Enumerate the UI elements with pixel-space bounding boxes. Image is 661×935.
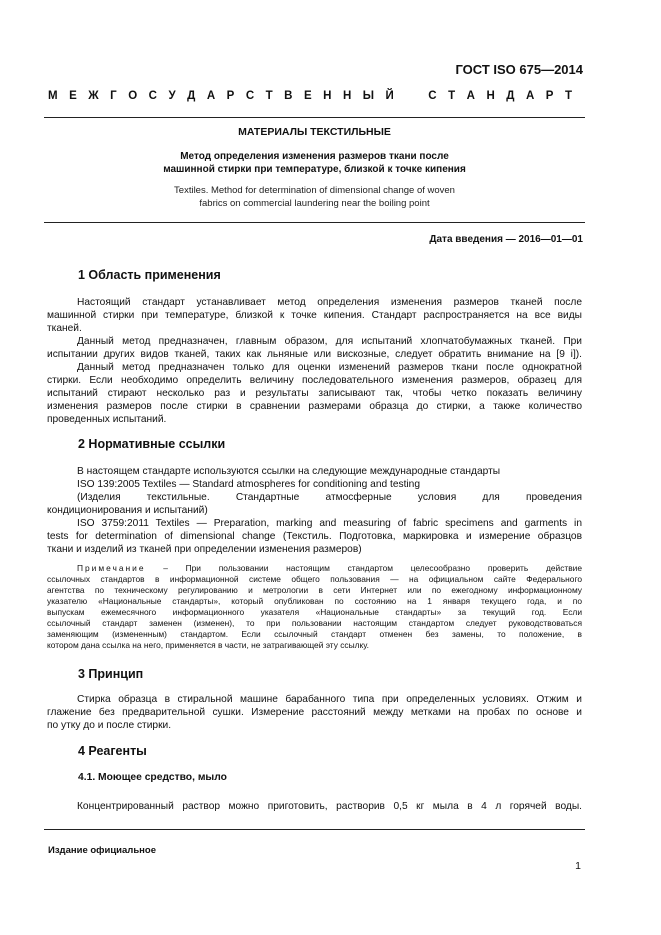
body-line: Концентрированный раствор можно приготовить, растворив 0,5 кг мыла в 4 л горячей воды. xyxy=(77,801,582,812)
body-line: Данный метод предназначен, главным образом, для испытаний хлопчатобумажных тканей. При xyxy=(77,336,582,347)
introduction-date: Дата введения — 2016—01—01 xyxy=(429,234,583,245)
section-2-note xyxy=(47,563,583,651)
banner-letter: С xyxy=(148,90,157,102)
banner-letter: Ж xyxy=(88,90,99,102)
section-4-heading: 4 Реагенты xyxy=(78,744,147,758)
banner-letter: С xyxy=(428,90,437,102)
banner-letter: В xyxy=(284,90,293,102)
body-line: кондиционирования и испытаний) xyxy=(47,505,208,516)
banner-letter: Д xyxy=(187,90,196,102)
subtitle-en-line: fabrics on commercial laundering near the boiling point xyxy=(199,197,430,209)
body-line: тканей. xyxy=(47,323,82,334)
note-label: Примечание xyxy=(77,563,146,573)
section-4-1-body xyxy=(77,800,582,813)
body-line: ткани и изделий из тканей при определении изменения размеров) xyxy=(47,544,362,555)
body-line: Данный метод предназначен только для оценки изменений размеров ткани после однократной xyxy=(77,362,582,373)
note-line: ссылочных стандартов в информационной системе общего пользования — на официальном сайте Федерального xyxy=(47,574,582,584)
note-text: – При пользовании настоящим стандартом целесообразно проверить действие xyxy=(163,563,583,573)
section-1-heading: 1 Область применения xyxy=(78,268,221,282)
note-line xyxy=(77,563,582,574)
note-line: заменяющим (измененным) стандартом. Если ссылочный стандарт отменен без замены, то положение, в xyxy=(47,629,582,639)
banner-letter: Е xyxy=(303,90,312,102)
banner-letter: Т xyxy=(265,90,273,102)
standard-subtitle-en xyxy=(44,185,585,210)
footer-divider xyxy=(44,829,585,830)
banner-letter: Т xyxy=(448,90,456,102)
section-3-heading: 3 Принцип xyxy=(78,667,144,681)
subtitle-ru-line: Метод определения изменения размеров ткани после xyxy=(180,151,449,162)
section-2-heading: 2 Нормативные ссылки xyxy=(78,437,226,451)
document-number: ГОСТ ISO 675—2014 xyxy=(455,62,583,77)
section-1-body xyxy=(47,296,582,426)
banner-letter: Н xyxy=(342,90,352,102)
section-2-body xyxy=(47,465,582,556)
body-line: Настоящий стандарт устанавливает метод определения изменения размеров тканей после xyxy=(77,297,582,308)
title-divider xyxy=(44,222,585,223)
body-line: испытаний стирают несколько раз и результаты записывают так, чтобы четко показать величину xyxy=(47,388,582,399)
body-line: tests for determination of dimensional change (Текстиль. Подготовка, маркировка и измерение образцов xyxy=(47,531,582,542)
standard-title: МАТЕРИАЛЫ ТЕКСТИЛЬНЫЕ xyxy=(238,126,391,138)
body-line: машинной стирки при температуре, близкой к точке кипения. Стандарт распространяется на все виды xyxy=(47,310,582,321)
body-line: В настоящем стандарте используются ссылки на следующие международные стандарты xyxy=(77,466,501,477)
subtitle-en-line: Textiles. Method for determination of dimensional change of woven xyxy=(174,185,455,196)
note-line: выпускам ежемесячного информационного указателя «Национальные стандарты» за текущий год. Если xyxy=(47,607,582,617)
section-3-body xyxy=(47,693,582,732)
banner-letter: С xyxy=(245,90,255,102)
interstate-standard-banner xyxy=(48,90,572,102)
body-line: стирки. Если необходимо определить величину последовательного изменения размеров, образец для xyxy=(47,375,582,386)
note-line: ссылочный стандарт заменен (изменен), то при пользовании настоящим стандартом следует руководствоваться xyxy=(47,618,582,628)
header-divider xyxy=(44,117,585,118)
official-edition-label: Издание официальное xyxy=(48,845,156,856)
banner-letter: Ы xyxy=(362,90,375,102)
body-line: Стирка образца в стиральной машине барабанного типа при определенных условиях. Отжим и xyxy=(77,694,582,705)
banner-letter: Н xyxy=(323,90,332,102)
banner-letter: Д xyxy=(506,90,515,102)
banner-letter: Г xyxy=(110,90,117,102)
body-line: ISO 3759:2011 Textiles — Preparation, marking and measuring of fabric specimens and garments in xyxy=(77,518,582,529)
banner-letter: Р xyxy=(226,90,235,102)
body-line: по утку до и после стирки. xyxy=(47,720,172,731)
standard-subtitle-ru xyxy=(44,150,585,176)
banner-letter: Н xyxy=(486,90,495,102)
body-line: глажение без предварительной сушки. Измерение расстояний между метками на пробах по основе и xyxy=(47,707,582,718)
body-line: изменения размеров после стирки в сравнении размерами образца до стирки, а также количество xyxy=(47,401,582,412)
banner-letter: Р xyxy=(545,90,554,102)
body-line: испытании других видов тканей, таких как льняные или вискозные, следует обратить внимание на [9 i]). xyxy=(47,349,582,360)
body-line: ISO 139:2005 Textiles — Standard atmospheres for conditioning and testing xyxy=(77,479,421,490)
note-line: указателю «Национальные стандарты», который опубликован по состоянию на 1 января текущего года, и по xyxy=(47,596,582,606)
section-4-1-heading: 4.1. Моющее средство, мыло xyxy=(78,772,227,783)
banner-letter: А xyxy=(206,90,216,102)
banner-letter: У xyxy=(168,90,176,102)
banner-letter: Т xyxy=(564,90,572,102)
page-number: 1 xyxy=(575,860,581,872)
note-line: агентства по техническому регулированию и метрологии в сети Интернет или по ежегодному информационному xyxy=(47,585,582,595)
body-line: (Изделия текстильные. Стандартные атмосферные условия для проведения xyxy=(77,492,582,503)
banner-letter: М xyxy=(48,90,58,102)
banner-letter: Й xyxy=(385,90,394,102)
banner-letter: О xyxy=(128,90,138,102)
banner-letter: Е xyxy=(69,90,77,102)
banner-letter: А xyxy=(466,90,475,102)
banner-letter: А xyxy=(525,90,535,102)
body-line: проведенных испытаний. xyxy=(47,414,167,425)
note-line: котором дана ссылка на него, применяется в части, не затрагивающей эту ссылку. xyxy=(47,640,369,650)
subtitle-ru-line: машинной стирки при температуре, близкой к точке кипения xyxy=(163,164,466,175)
